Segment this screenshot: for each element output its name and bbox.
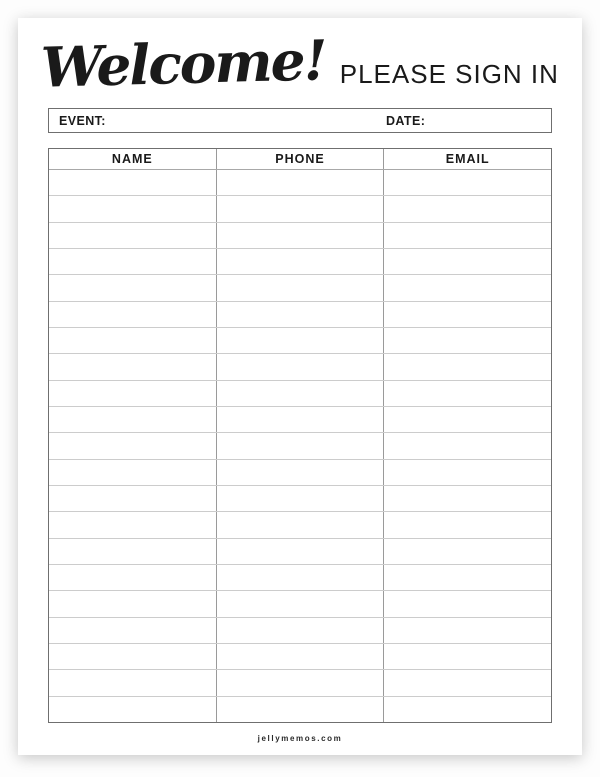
table-cell — [49, 275, 216, 300]
table-row — [49, 380, 551, 406]
event-label: EVENT: — [59, 113, 106, 128]
table-cell — [49, 565, 216, 590]
welcome-script-title: Welcome! — [40, 27, 327, 100]
table-cell — [216, 196, 384, 221]
table-cell — [49, 512, 216, 537]
table-cell — [383, 539, 551, 564]
table-row — [49, 511, 551, 537]
table-row — [49, 222, 551, 248]
table-row — [49, 406, 551, 432]
table-row — [49, 353, 551, 379]
column-header-email: EMAIL — [383, 149, 551, 169]
table-row — [49, 301, 551, 327]
table-cell — [49, 539, 216, 564]
table-row — [49, 432, 551, 458]
table-row — [49, 696, 551, 722]
table-row — [49, 195, 551, 221]
table-cell — [49, 591, 216, 616]
sign-in-table — [48, 148, 552, 723]
table-cell — [49, 433, 216, 458]
table-row — [49, 485, 551, 511]
table-cell — [216, 170, 384, 195]
page-title — [18, 27, 582, 108]
sign-in-sheet — [18, 18, 582, 755]
table-row — [49, 274, 551, 300]
table-cell — [383, 433, 551, 458]
table-cell — [216, 591, 384, 616]
table-cell — [216, 223, 384, 248]
table-cell — [49, 249, 216, 274]
table-cell — [49, 223, 216, 248]
table-cell — [216, 249, 384, 274]
table-cell — [216, 460, 384, 485]
column-header-name: NAME — [111, 152, 153, 166]
table-cell — [383, 591, 551, 616]
table-cell — [49, 354, 216, 379]
table-cell — [383, 354, 551, 379]
table-cell — [383, 196, 551, 221]
table-cell — [383, 328, 551, 353]
table-cell — [216, 328, 384, 353]
date-label: DATE: — [386, 113, 426, 128]
table-row — [49, 617, 551, 643]
table-cell — [383, 618, 551, 643]
table-cell — [216, 381, 384, 406]
table-cell — [49, 381, 216, 406]
table-cell — [49, 460, 216, 485]
table-row — [49, 459, 551, 485]
table-cell — [49, 618, 216, 643]
table-cell — [216, 354, 384, 379]
table-cell — [216, 565, 384, 590]
table-cell — [216, 512, 384, 537]
table-body — [49, 170, 551, 722]
table-cell — [49, 196, 216, 221]
table-cell — [216, 275, 384, 300]
table-cell — [216, 618, 384, 643]
table-cell — [216, 486, 384, 511]
table-cell — [216, 670, 384, 695]
table-row — [49, 327, 551, 353]
table-cell — [383, 407, 551, 432]
table-header-row — [49, 149, 551, 170]
table-row — [49, 170, 551, 195]
table-row — [49, 538, 551, 564]
table-cell — [383, 460, 551, 485]
table-cell — [216, 302, 384, 327]
table-cell — [216, 407, 384, 432]
table-cell — [383, 512, 551, 537]
table-cell — [383, 223, 551, 248]
table-row — [49, 643, 551, 669]
table-cell — [49, 302, 216, 327]
table-cell — [383, 644, 551, 669]
table-cell — [383, 170, 551, 195]
table-cell — [49, 170, 216, 195]
table-cell — [383, 302, 551, 327]
please-sign-in-subtitle: PLEASE SIGN IN — [339, 59, 559, 89]
table-cell — [216, 644, 384, 669]
table-row — [49, 248, 551, 274]
table-cell — [49, 407, 216, 432]
table-cell — [383, 249, 551, 274]
event-date-bar — [48, 108, 552, 133]
table-cell — [216, 697, 384, 722]
table-cell — [383, 670, 551, 695]
table-cell — [216, 433, 384, 458]
table-cell — [49, 644, 216, 669]
table-cell — [383, 275, 551, 300]
table-cell — [49, 486, 216, 511]
table-row — [49, 590, 551, 616]
table-row — [49, 669, 551, 695]
website-credit: jellymemos.com — [257, 734, 343, 743]
table-cell — [49, 670, 216, 695]
table-cell — [49, 328, 216, 353]
table-cell — [383, 565, 551, 590]
table-row — [49, 564, 551, 590]
table-cell — [216, 539, 384, 564]
column-header-phone: PHONE — [216, 149, 384, 169]
table-cell — [49, 697, 216, 722]
table-cell — [383, 697, 551, 722]
table-cell — [383, 486, 551, 511]
table-cell — [383, 381, 551, 406]
